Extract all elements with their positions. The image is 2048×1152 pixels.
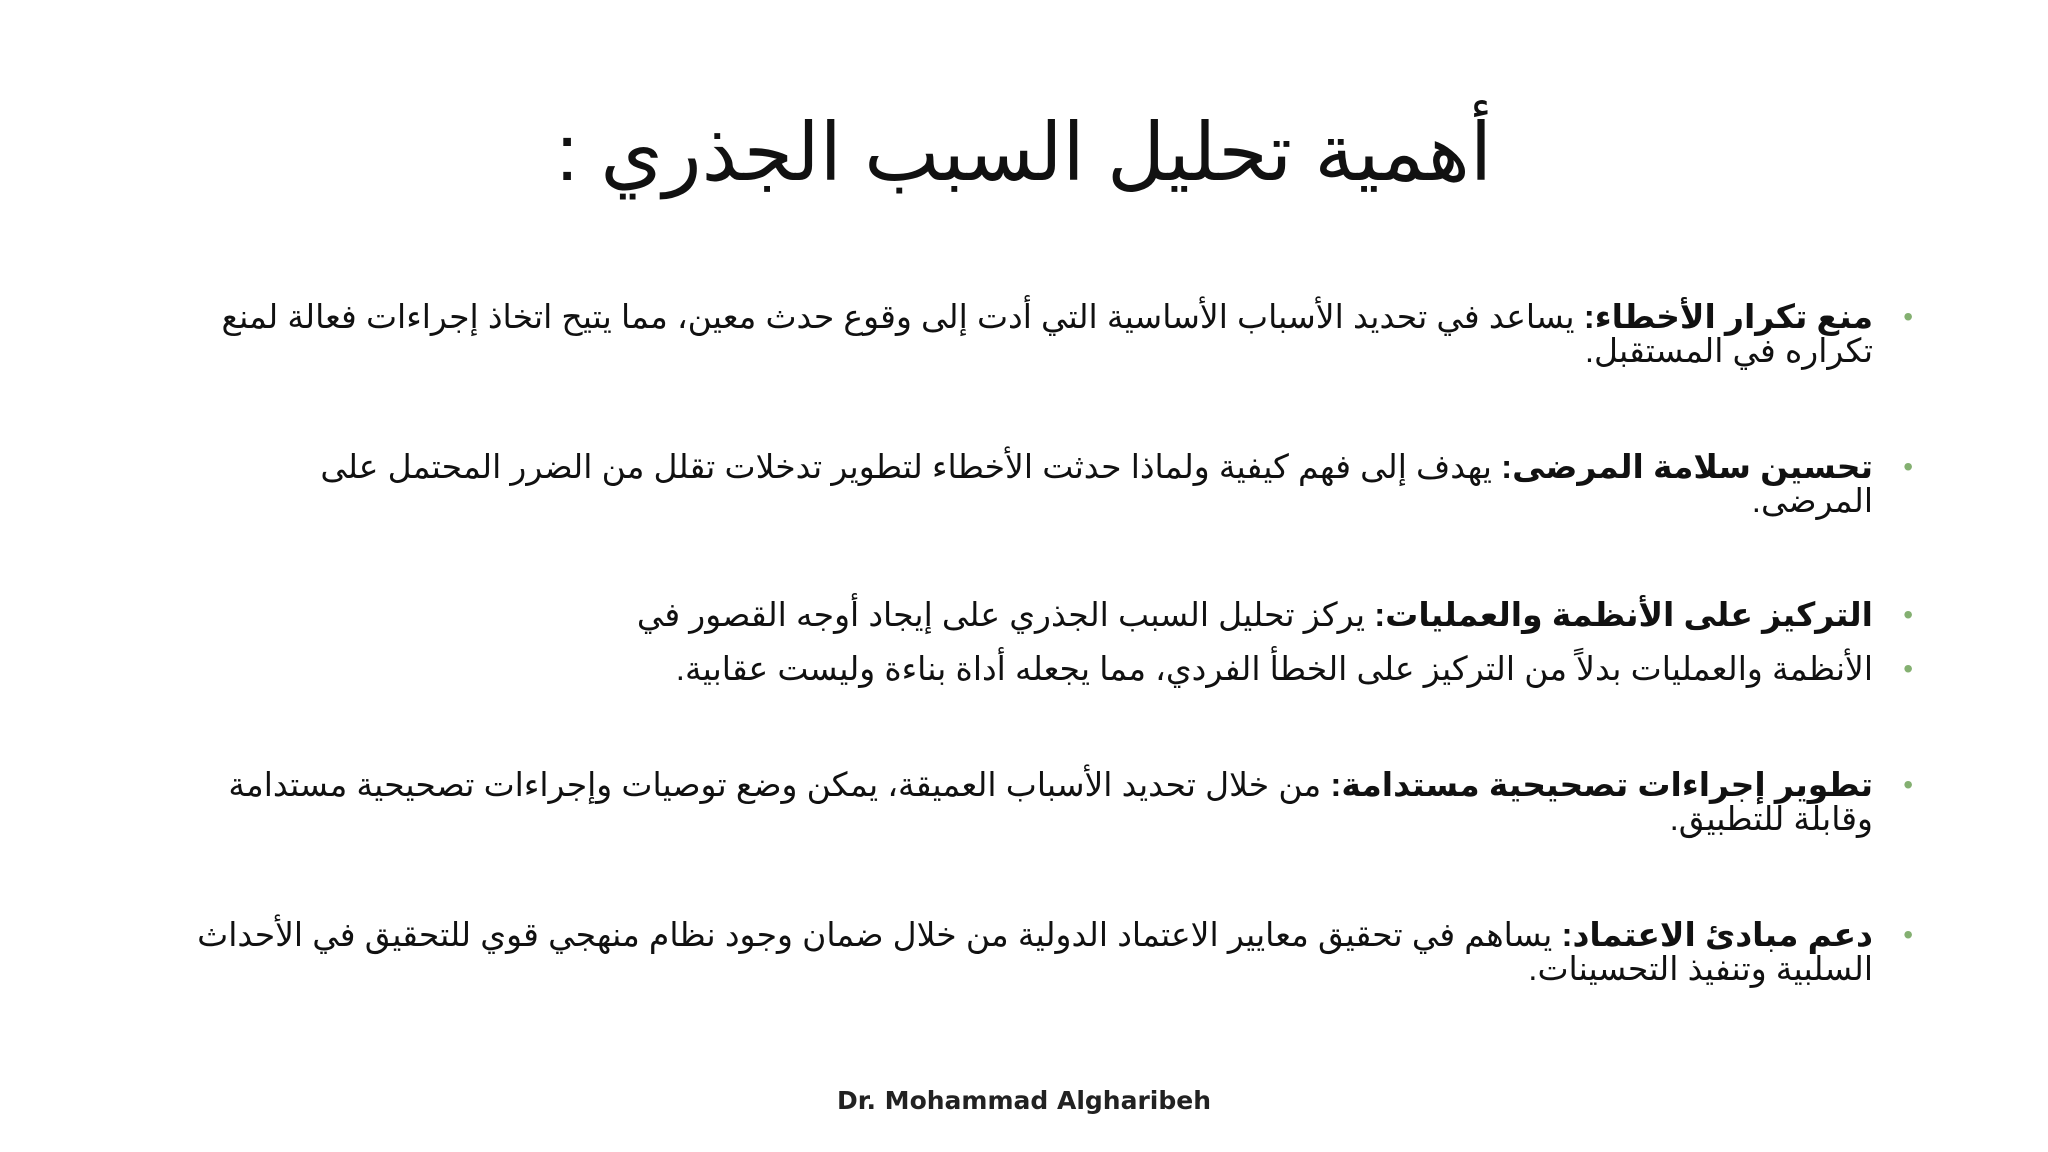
bullet-item-prevent-recurrence — [193, 300, 1913, 368]
bullet-icon: • — [1903, 301, 1913, 332]
bullet-term: التركيز على الأنظمة والعمليات: — [1374, 596, 1873, 633]
bullet-item-systems-focus — [193, 598, 1913, 632]
bullet-list — [193, 300, 1913, 986]
bullet-term: تحسين سلامة المرضى: — [1501, 448, 1873, 485]
bullet-icon: • — [1903, 451, 1913, 482]
bullet-item-corrective-actions — [193, 768, 1913, 836]
bullet-item-accreditation — [193, 918, 1913, 986]
bullet-icon: • — [1903, 919, 1913, 950]
bullet-icon: • — [1903, 769, 1913, 800]
bullet-text: يساهم في تحقيق معايير الاعتماد الدولية من خلال ضمان وجود نظام منهجي قوي للتحقيق في الأحداث السلبية وتنفيذ التحسينات. — [197, 916, 1873, 987]
slide-footer-author: Dr. Mohammad Algharibeh — [836, 1086, 1212, 1115]
slide-title: أهمية تحليل السبب الجذري : — [555, 108, 1493, 197]
bullet-text: يركز تحليل السبب الجذري على إيجاد أوجه القصور في — [636, 596, 1375, 633]
bullet-text: يهدف إلى فهم كيفية ولماذا حدثت الأخطاء لتطوير تدخلات تقلل من الضرر المحتمل على المرضى. — [320, 448, 1873, 519]
bullet-term: دعم مبادئ الاعتماد: — [1561, 916, 1873, 953]
bullet-icon: • — [1903, 653, 1913, 684]
bullet-item-patient-safety — [193, 450, 1913, 518]
bullet-item-systems-continued — [193, 652, 1913, 686]
bullet-term: تطوير إجراءات تصحيحية مستدامة: — [1330, 766, 1873, 803]
bullet-term: منع تكرار الأخطاء: — [1583, 298, 1873, 335]
bullet-text: الأنظمة والعمليات بدلاً من التركيز على الخطأ الفردي، مما يجعله أداة بناءة وليست عقابية. — [675, 650, 1873, 687]
bullet-text: من خلال تحديد الأسباب العميقة، يمكن وضع توصيات وإجراءات تصحيحية مستدامة وقابلة للتطبيق. — [228, 766, 1873, 837]
bullet-text: يساعد في تحديد الأسباب الأساسية التي أدت إلى وقوع حدث معين، مما يتيح اتخاذ إجراءات فعالة لمنع تكراره في المستقبل. — [221, 298, 1873, 369]
bullet-icon: • — [1903, 599, 1913, 630]
